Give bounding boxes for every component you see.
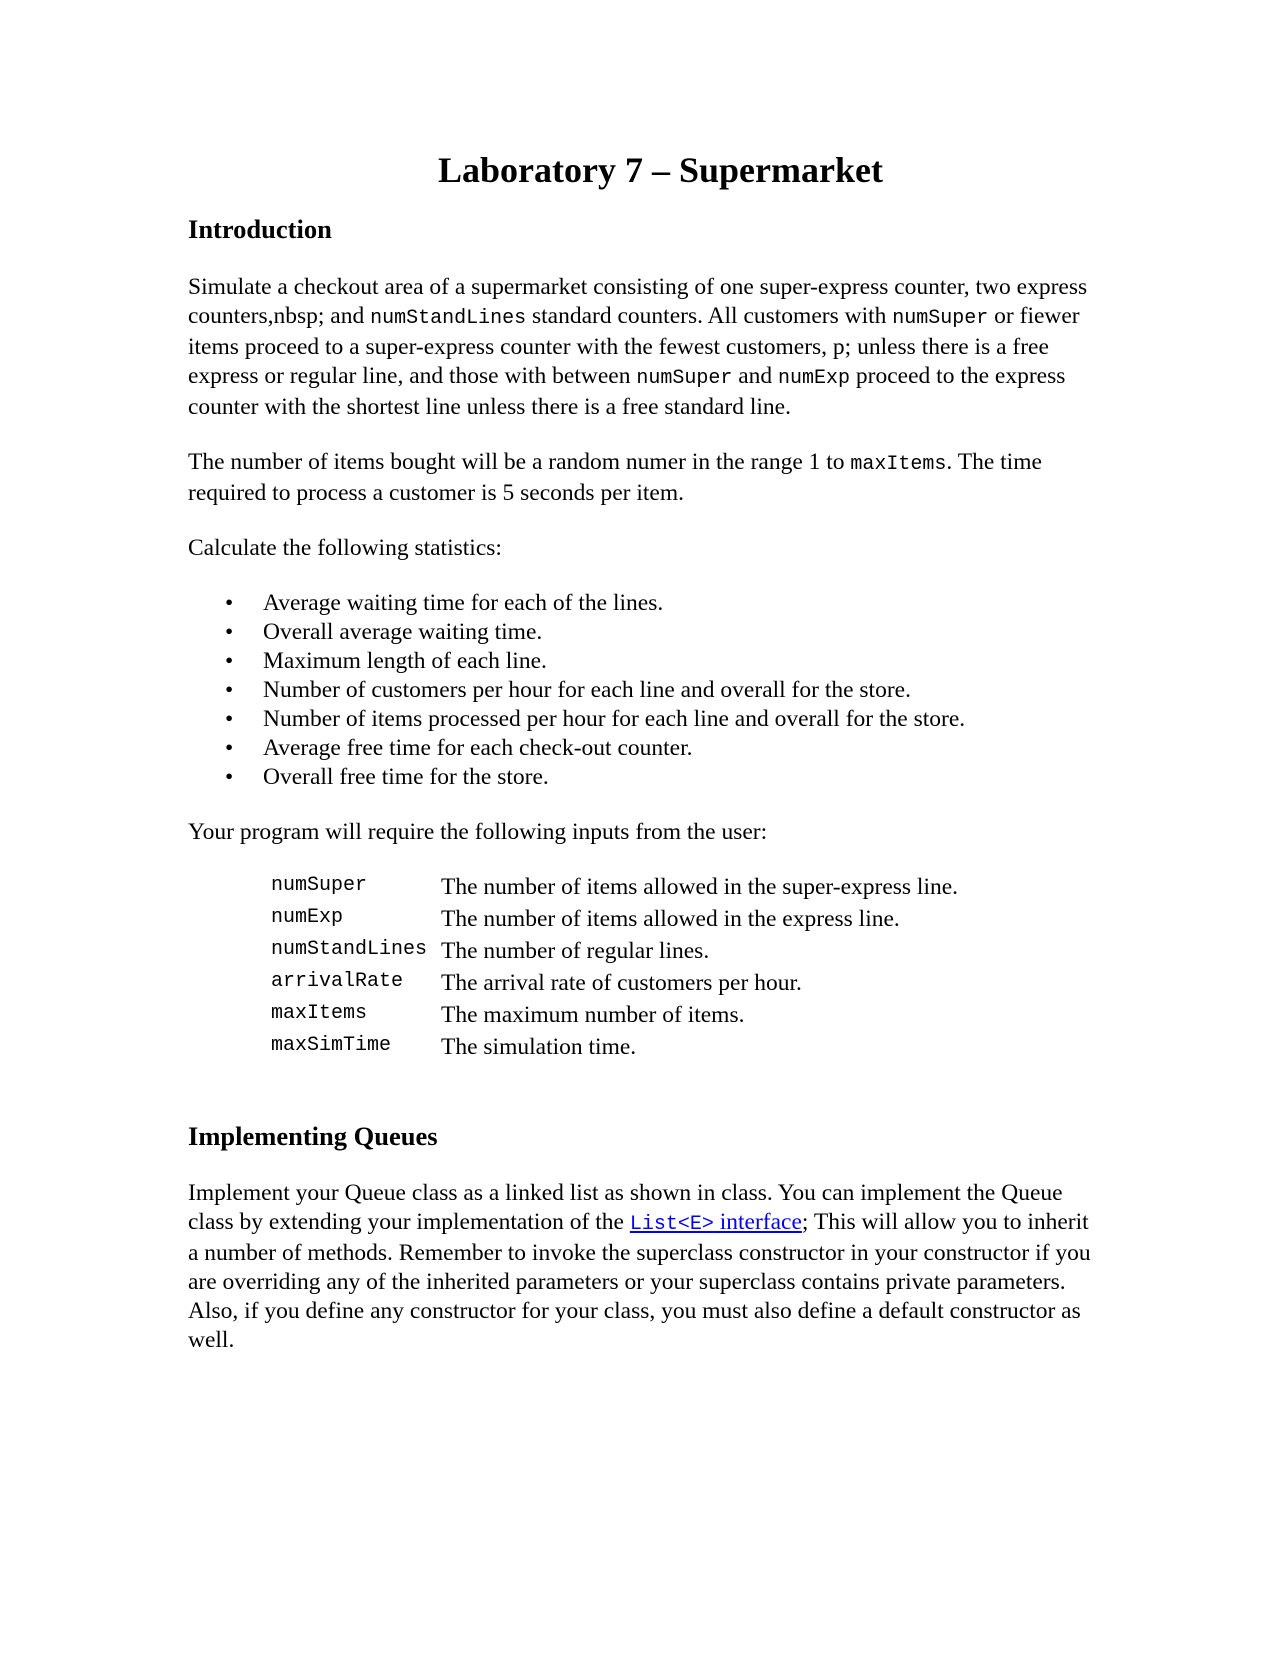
input-description: The number of items allowed in the express line. xyxy=(441,906,900,932)
inputs-intro: Your program will require the following inputs from the user: xyxy=(188,819,768,845)
input-name: numStandLines xyxy=(271,938,428,961)
list-interface-link[interactable] xyxy=(630,1209,802,1235)
bullet-icon: • xyxy=(225,677,234,703)
bullet-icon: • xyxy=(225,648,234,674)
text-run: The number of items bought will be a random numer in the range 1 to xyxy=(188,449,851,475)
list-item: • Overall average waiting time. xyxy=(225,619,543,645)
input-description: The simulation time. xyxy=(441,1034,637,1060)
table-row xyxy=(271,871,958,903)
document-page xyxy=(188,148,1093,1355)
input-name: numExp xyxy=(271,906,344,929)
table-row xyxy=(271,967,958,999)
statistics-intro: Calculate the following statistics: xyxy=(188,535,502,561)
input-description: The number of regular lines. xyxy=(441,938,710,964)
statistics-list xyxy=(188,589,1093,792)
link-code: List<E> xyxy=(629,1213,714,1236)
bullet-icon: • xyxy=(225,706,234,732)
text-run: Simulate a checkout area of a supermarket consisting of one super-express counter, two express counters,nbsp; and xyxy=(188,274,1088,329)
section-heading-implementing-queues: Implementing Queues xyxy=(188,1121,438,1151)
list-item: • Maximum length of each line. xyxy=(225,648,547,674)
list-item: • Number of items processed per hour for each line and overall for the store. xyxy=(225,706,966,732)
text-run: or fiewer items proceed to a super-express counter with the fewest customers, p; unless there is a free express or regular line, and those with between xyxy=(188,303,1080,389)
input-description: The arrival rate of customers per hour. xyxy=(441,970,802,996)
input-description: The maximum number of items. xyxy=(441,1002,745,1028)
section-heading-introduction: Introduction xyxy=(188,214,332,244)
table-row xyxy=(271,903,958,935)
table-row xyxy=(271,935,958,967)
bullet-icon: • xyxy=(225,590,234,616)
code-term: numSuper xyxy=(892,307,989,330)
text-run: . The time required to process a customer is 5 seconds per item. xyxy=(188,449,1042,506)
text-run: ; This will allow you to inherit a number of methods. Remember to invoke the superclass constructor in your constructor if you are overriding any of the inherited parameters or your superclass contains private parameters. Also, if you define any constructor for your class, you must also define a default constructor as well. xyxy=(188,1209,1091,1353)
bullet-icon: • xyxy=(225,619,234,645)
inputs-table xyxy=(271,871,958,1063)
bullet-icon: • xyxy=(225,735,234,761)
list-item: • Average waiting time for each of the lines. xyxy=(225,590,664,616)
link-text: interface xyxy=(713,1209,802,1235)
code-term: numStandLines xyxy=(370,307,527,330)
text-run: proceed to the express counter with the shortest line unless there is a free standard line. xyxy=(188,363,1066,420)
intro-paragraph xyxy=(188,273,1093,422)
code-term: numSuper xyxy=(636,367,733,390)
page-title: Laboratory 7 – Supermarket xyxy=(438,150,883,190)
text-run: standard counters. All customers with xyxy=(526,303,893,329)
code-term: maxItems xyxy=(850,453,947,476)
list-item: • Number of customers per hour for each line and overall for the store. xyxy=(225,677,911,703)
input-name: numSuper xyxy=(271,874,368,897)
input-name: maxSimTime xyxy=(271,1034,392,1057)
list-item: • Average free time for each check-out counter. xyxy=(225,735,693,761)
table-row xyxy=(271,999,958,1031)
input-name: arrivalRate xyxy=(271,970,404,993)
code-term: numExp xyxy=(778,367,851,390)
items-paragraph xyxy=(188,448,1093,508)
text-run: and xyxy=(732,363,779,389)
bullet-icon: • xyxy=(225,764,234,790)
queues-paragraph xyxy=(188,1179,1093,1355)
list-item: • Overall free time for the store. xyxy=(225,764,549,790)
table-row xyxy=(271,1031,958,1063)
input-description: The number of items allowed in the super-express line. xyxy=(441,874,959,900)
input-name: maxItems xyxy=(271,1002,368,1025)
text-run: Implement your Queue class as a linked list as shown in class. You can implement the Queue class by extending your implementation of the xyxy=(188,1180,1063,1235)
